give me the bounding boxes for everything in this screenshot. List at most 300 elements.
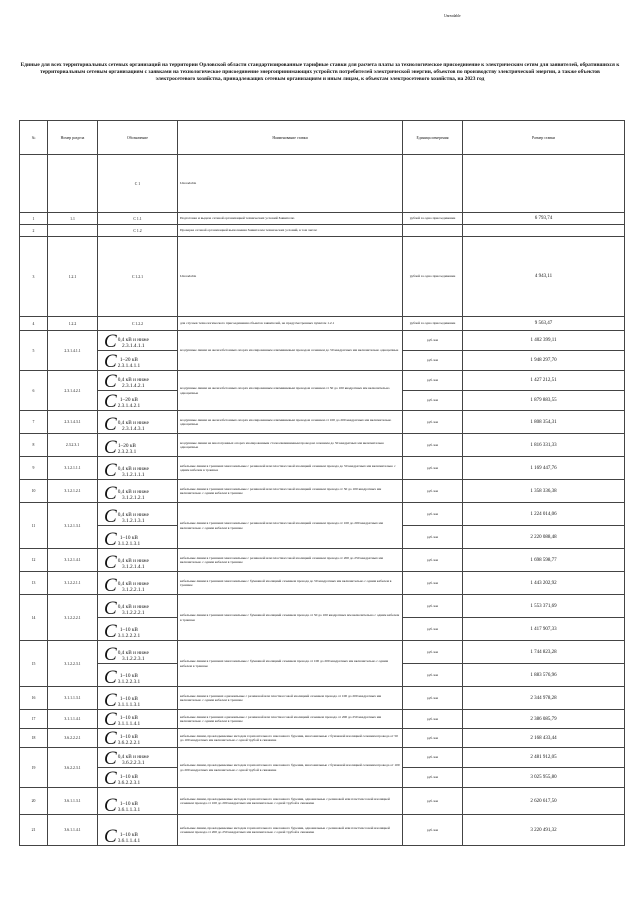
rate-code — [98, 815, 177, 845]
rate-code-voltage: 0,4 кВ и ниже — [117, 649, 149, 656]
rate-code — [98, 331, 177, 350]
rate-code-cell — [98, 729, 178, 748]
rate-value: 3 220 491,32 — [530, 827, 557, 833]
rate-value-cell — [463, 225, 625, 237]
row-number — [20, 155, 48, 213]
rate-code-index: 2.3.1.4.2.1 — [122, 382, 145, 389]
rate-code-voltage: 0,4 кВ и ниже — [117, 488, 149, 495]
rate-code-index: 3.1.2.1.3.1 — [122, 517, 145, 524]
rate-code-index: 3.6.1.1.4.1 — [117, 837, 141, 844]
rate-code-letter: C — [104, 768, 117, 788]
rate-code-voltage: 0,4 кВ и ниже — [117, 465, 149, 472]
unit-cell: рублей за одно присоединение — [403, 237, 463, 317]
rate-code-voltage: 1–10 кВ — [119, 773, 138, 780]
rate-code-voltage: 0,4 кВ и ниже — [117, 376, 149, 383]
rate-code-cell — [98, 687, 178, 710]
rate-value-cell — [463, 434, 625, 457]
rate-code-voltage: 0,4 кВ и ниже — [117, 336, 149, 343]
section-number — [48, 225, 98, 237]
rate-code-index: 3.6.2.2.2.1 — [117, 739, 141, 746]
rate-code-letter: C — [104, 506, 117, 527]
rate-code-letter: C — [104, 728, 117, 748]
rate-value: 1 443 202,92 — [530, 580, 557, 586]
unit-value: руб./км — [403, 525, 462, 548]
rate-value-cell — [463, 503, 625, 549]
rate-code-letter: C — [104, 621, 117, 641]
rate-code-letter: C — [104, 644, 117, 665]
unit-value: руб./км — [427, 419, 438, 424]
rate-name: кабельные линии в траншеях многожильные с резиновой или пластмассовой изоляцией сечением провода от 50 до 100 квадратных мм включительно с одним кабелем в траншее — [178, 480, 403, 503]
table-row — [20, 237, 625, 317]
unit-cell — [403, 225, 463, 237]
table-row — [20, 434, 625, 457]
rate-value-cell: 6 793,74 — [463, 213, 625, 225]
unit-cell — [403, 595, 463, 641]
section-number: 3.1.2.2.1.1 — [48, 572, 98, 595]
rate-value-cell — [463, 331, 625, 371]
rate-code — [98, 767, 177, 787]
rate-code-voltage: 0,4 кВ и ниже — [117, 557, 149, 564]
rate-code-index: 2.3.1.4.1.1 — [117, 362, 141, 369]
rate-code-letter: C — [104, 414, 117, 434]
unit-value: руб./км — [427, 580, 438, 585]
section-number: 2.3.2.3.1 — [48, 434, 98, 457]
rate-code-letter: C — [104, 826, 117, 846]
rate-value: 2 386 085,79 — [530, 716, 557, 722]
rate-code-voltage: 1–20 кВ — [119, 356, 138, 363]
table-row — [20, 710, 625, 729]
rate-code-letter: C — [104, 483, 117, 503]
rate-name: кабельные линии, прокладываемые методом горизонтального наклонного бурения, одножильные с резиновой или пластмассовой изоляцией сечением провода от 200 до 250 квадратных мм включительно с одной трубой в скважине — [178, 815, 403, 846]
rate-code — [98, 788, 177, 814]
table-row — [20, 687, 625, 710]
rate-name: кабельные линии в траншеях многожильные с бумажной изоляцией сечением провода от 100 до 200 квадратных мм включительно с одним кабелем в траншее — [178, 641, 403, 687]
rate-code-index: 3.1.1.1.4.1 — [117, 720, 141, 727]
table-row — [20, 411, 625, 434]
row-number: 9 — [20, 457, 48, 480]
rate-name: Проверка сетевой организацией выполнения Заявителем технических условий, в том числе: — [178, 225, 403, 237]
rate-name: кабельные линии в траншеях многожильные с резиновой или пластмассовой изоляцией сечением провода от 100 до 200 квадратных мм включительно с одним кабелем в траншее — [178, 503, 403, 549]
unit-cell — [403, 815, 463, 846]
rate-code-voltage: 1–20 кВ — [119, 396, 138, 403]
col-header-code: Обозначение — [98, 121, 178, 155]
rate-code-index: 3.1.2.1.1.1 — [122, 471, 145, 478]
rate-code-cell — [98, 549, 178, 572]
rate-code-index: 2.3.1.4.3.1 — [122, 425, 145, 432]
table-row — [20, 371, 625, 411]
rate-code-letter: C — [104, 460, 117, 480]
unit-value: руб./км — [403, 350, 462, 370]
rate-code-voltage: 0,4 кВ и ниже — [117, 753, 149, 760]
row-number: 21 — [20, 815, 48, 846]
table-row — [20, 480, 625, 503]
table-row — [20, 225, 625, 237]
unit-value: руб./км — [427, 827, 438, 832]
rate-value: 1 883 576,96 — [463, 663, 624, 686]
row-number: 6 — [20, 371, 48, 411]
rate-code-voltage: 1–10 кВ — [119, 672, 138, 679]
document-title: Единые для всех территориальных сетевых организаций на территории Орловской области стандартизированные тарифные ставки для расчета платы за технологическое присоединение к электрическим сетям для заявителей, обратившихся к территориальным сетевым организациям с заявками на технологическое присоединение энергопринимающих устройств потребителей электрической энергии, объектов по производству электрической энергии, а также объектов электросетевого хозяйства, принадлежащих сетевым организациям и иным лицам, к объектам электросетевого хозяйства, на 2023 год — [20, 62, 620, 83]
rate-name: кабельные линии в траншеях многожильные с резиновой или пластмассовой изоляцией сечением провода до 50 квадратных мм включительно с одним кабелем в траншее — [178, 457, 403, 480]
rate-code-cell — [98, 480, 178, 503]
rate-code-letter: C — [104, 351, 117, 371]
rate-name: воздушные линии на железобетонных опорах изолированным алюминиевым проводом сечением от 50 до 100 квадратных мм включительно одноцепные — [178, 371, 403, 411]
rate-code-index: 3.1.2.2.2.1 — [117, 632, 141, 639]
table-row — [20, 641, 625, 687]
unit-value: руб./км — [427, 695, 438, 700]
unit-value: руб./км — [403, 617, 462, 640]
rate-value: 2 168 433,44 — [530, 735, 557, 741]
rate-code: С 1.2 — [98, 225, 178, 237]
row-number: 7 — [20, 411, 48, 434]
unit-cell — [403, 788, 463, 815]
rate-code-letter: C — [104, 552, 117, 572]
rate-code-letter: C — [104, 437, 117, 457]
rate-value: 1 169 447,76 — [530, 465, 557, 471]
section-number — [48, 155, 98, 213]
rate-code — [98, 572, 177, 594]
rate-code-index: 3.1.2.2.2.1 — [122, 609, 145, 616]
row-number: 19 — [20, 748, 48, 788]
rate-code-cell — [98, 371, 178, 411]
unit-value: руб./км — [427, 338, 438, 343]
row-number: 17 — [20, 710, 48, 729]
unit-value: руб./км — [427, 511, 438, 516]
section-number: 2.3.1.4.1.1 — [48, 331, 98, 371]
rate-value: 1 553 371,69 — [530, 603, 557, 609]
unit-value: руб./км — [427, 465, 438, 470]
rate-code-letter: C — [104, 371, 117, 392]
row-number: 16 — [20, 687, 48, 710]
row-number: 3 — [20, 237, 48, 317]
section-number: 1.2.2 — [48, 317, 98, 331]
rate-code — [98, 641, 177, 663]
col-header-unit: Единица измерения — [403, 121, 463, 155]
table-row — [20, 331, 625, 371]
unit-cell — [403, 710, 463, 729]
rate-value: 1 224 014,06 — [530, 511, 557, 517]
table-row — [20, 155, 625, 213]
rate-code-voltage: 0,4 кВ и ниже — [117, 580, 149, 587]
table-row — [20, 595, 625, 641]
rate-code-cell — [98, 748, 178, 788]
section-number: 3.1.2.1.2.1 — [48, 480, 98, 503]
rate-code — [98, 549, 177, 571]
rate-name: для случаев технологического присоединения объектов заявителей, не предусмотренных пунктом 1.2.1 — [178, 317, 403, 331]
col-header-name: Наименование ставки — [178, 121, 403, 155]
table-row — [20, 815, 625, 846]
table-row — [20, 788, 625, 815]
rate-name: кабельные линии в траншеях многожильные с резиновой или пластмассовой изоляцией сечением провода от 200 до 250 квадратных мм включительно с одним кабелем в траншее — [178, 549, 403, 572]
section-number: 3.6.1.1.4.1 — [48, 815, 98, 846]
rate-code-index: 2.3.2.3.1 — [117, 448, 137, 455]
rate-code-voltage: 1–10 кВ — [119, 800, 138, 807]
section-number: 2.3.1.4.3.1 — [48, 411, 98, 434]
rate-code — [98, 350, 177, 370]
col-header-num: № — [20, 121, 48, 155]
unit-value: руб./км — [427, 488, 438, 493]
rate-value: 1 948 297,70 — [463, 350, 624, 370]
rate-code — [98, 617, 177, 640]
row-number: 15 — [20, 641, 48, 687]
rate-code-letter: C — [104, 690, 117, 710]
rate-code-letter: C — [104, 391, 117, 411]
rate-code-letter: C — [104, 748, 117, 769]
rate-code-cell — [98, 503, 178, 549]
rate-code-letter: C — [104, 667, 117, 687]
rate-code-voltage: 0,4 кВ и ниже — [117, 419, 149, 426]
rate-code-cell — [98, 788, 178, 815]
section-number: 1.2.1 — [48, 237, 98, 317]
unit-cell — [403, 748, 463, 788]
rate-name: Unreadable — [178, 237, 403, 317]
rate-code-index: 3.1.2.2.3.1 — [122, 655, 145, 662]
unit-value: руб./км — [403, 663, 462, 686]
rate-value-cell — [463, 572, 625, 595]
unit-cell — [403, 687, 463, 710]
unit-cell — [403, 641, 463, 687]
unit-value: руб./км — [427, 557, 438, 562]
rate-code-cell — [98, 434, 178, 457]
rate-code-index: 3.1.2.1.4.1 — [122, 563, 145, 570]
rate-value-cell — [463, 815, 625, 846]
rate-value-cell: 9 563,47 — [463, 317, 625, 331]
rate-code-index: 3.6.2.2.3.1 — [122, 759, 145, 766]
section-number: 3.1.2.1.1.1 — [48, 457, 98, 480]
rate-code-index: 3.1.2.2.3.1 — [117, 678, 141, 685]
unit-value: руб./км — [427, 378, 438, 383]
unit-value: руб./км — [427, 755, 438, 760]
rate-code-cell — [98, 411, 178, 434]
rate-name: воздушные линии на железобетонных опорах изолированным алюминиевым проводом сечением до 50 квадратных мм включительно одноцепные — [178, 331, 403, 371]
rate-value-cell — [463, 155, 625, 213]
table-row — [20, 457, 625, 480]
rate-code-letter: C — [104, 795, 117, 815]
section-number: 3.6.2.2.3.1 — [48, 748, 98, 788]
rate-code-voltage: 1–10 кВ — [119, 714, 138, 721]
table-row — [20, 549, 625, 572]
rate-value-cell — [463, 687, 625, 710]
table-row — [20, 213, 625, 225]
rate-code-index: 3.1.2.1.3.1 — [117, 540, 141, 547]
rate-name: кабельные линии, прокладываемые методом горизонтального наклонного бурения, многожильные с бумажной изоляцией сечением провода от 100 до 200 квадратных мм включительно с одной трубой в скважине — [178, 748, 403, 788]
rate-code-index: 2.3.1.4.1.1 — [122, 342, 145, 349]
unit-value: руб./км — [427, 716, 438, 721]
rate-code-index: 3.6.2.2.3.1 — [117, 779, 141, 786]
col-header-section: Номер раздела — [48, 121, 98, 155]
col-header-rate: Размер ставки — [463, 121, 625, 155]
rate-code-index: 3.6.1.1.3.1 — [117, 806, 141, 813]
rate-code: С 1 — [98, 155, 178, 213]
section-number: 3.1.2.1.4.1 — [48, 549, 98, 572]
row-number: 1 — [20, 213, 48, 225]
rate-code — [98, 525, 177, 548]
rate-code-index: 2.3.1.4.2.1 — [117, 402, 141, 409]
unit-cell — [403, 729, 463, 748]
rate-code-index: 3.1.2.2.1.1 — [122, 586, 145, 593]
rate-code-index: 3.1.1.1.3.1 — [117, 701, 141, 708]
rate-code-cell — [98, 331, 178, 371]
table-row — [20, 572, 625, 595]
unit-value: руб./км — [427, 603, 438, 608]
rate-code-voltage: 1–10 кВ — [119, 831, 138, 838]
rate-value: 2 344 978,28 — [530, 695, 557, 701]
rate-code — [98, 595, 177, 617]
rate-code-cell — [98, 641, 178, 687]
rate-value-cell — [463, 641, 625, 687]
rate-code — [98, 457, 177, 479]
rate-code — [98, 390, 177, 410]
row-number: 11 — [20, 503, 48, 549]
section-number: 1.1 — [48, 213, 98, 225]
rate-code: С 1.2.1 — [98, 237, 178, 317]
unit-cell — [403, 457, 463, 480]
rate-code-voltage: 1–10 кВ — [119, 695, 138, 702]
rate-name: Unreadable — [178, 155, 403, 213]
rate-code-voltage: 0,4 кВ и ниже — [117, 603, 149, 610]
section-number: 3.1.2.2.2.1 — [48, 595, 98, 641]
section-number: 3.1.1.1.4.1 — [48, 710, 98, 729]
unit-value: руб./км — [427, 735, 438, 740]
rate-code — [98, 411, 177, 433]
rate-value-cell — [463, 729, 625, 748]
rate-code-cell — [98, 710, 178, 729]
rate-code-voltage: 1–10 кВ — [119, 733, 138, 740]
row-number: 10 — [20, 480, 48, 503]
rate-name: кабельные линии в траншеях многожильные с бумажной изоляцией сечением провода от 50 до 100 квадратных мм включительно с одним кабелем в траншее — [178, 595, 403, 641]
rate-code — [98, 687, 177, 709]
row-number: 5 — [20, 331, 48, 371]
rate-name: Подготовка и выдача сетевой организацией технических условий Заявителю — [178, 213, 403, 225]
rate-value: 1 744 823,28 — [530, 649, 557, 655]
section-number: 3.6.1.1.3.1 — [48, 788, 98, 815]
rate-code-letter: C — [104, 331, 117, 352]
rate-value-cell — [463, 371, 625, 411]
section-number: 3.6.2.2.2.1 — [48, 729, 98, 748]
rate-code — [98, 480, 177, 502]
row-number: 4 — [20, 317, 48, 331]
rate-value-cell — [463, 595, 625, 641]
rate-code-letter: C — [104, 709, 117, 729]
rate-name: кабельные линии, прокладываемые методом горизонтального наклонного бурения, одножильные с резиновой или пластмассовой изоляцией сечением провода от 100 до 200 квадратных мм включительно с одной трубой в скважине — [178, 788, 403, 815]
rate-code — [98, 434, 177, 456]
rate-code — [98, 729, 177, 747]
unit-cell — [403, 503, 463, 549]
unit-cell: рублей за одно присоединение — [403, 317, 463, 331]
rate-code-cell — [98, 595, 178, 641]
table-row — [20, 729, 625, 748]
rate-value: 3 025 955,80 — [463, 767, 624, 787]
rate-value: 2 481 912,05 — [530, 755, 557, 760]
rate-code-cell — [98, 457, 178, 480]
row-number: 8 — [20, 434, 48, 457]
rate-value-cell — [463, 710, 625, 729]
rate-value: 1 879 883,55 — [463, 390, 624, 410]
unit-cell — [403, 480, 463, 503]
rate-code: С 1.2.2 — [98, 317, 178, 331]
unit-cell — [403, 434, 463, 457]
row-number: 13 — [20, 572, 48, 595]
unit-value: руб./км — [403, 390, 462, 410]
rate-code — [98, 663, 177, 686]
rate-value-cell — [463, 457, 625, 480]
rate-code — [98, 371, 177, 390]
unit-value: руб./км — [427, 798, 438, 803]
unit-cell — [403, 411, 463, 434]
unit-value: руб./км — [427, 442, 438, 447]
rate-name: воздушные линии на железобетонных опорах изолированным алюминиевым проводом сечением от 100 до 200 квадратных мм включительно одноцепные — [178, 411, 403, 434]
table-row — [20, 748, 625, 788]
table-row — [20, 503, 625, 549]
rate-value-cell — [463, 788, 625, 815]
row-number: 2 — [20, 225, 48, 237]
rate-value: 1 698 598,77 — [530, 557, 557, 563]
row-number: 18 — [20, 729, 48, 748]
rate-value-cell — [463, 748, 625, 788]
rate-code-letter: C — [104, 575, 117, 595]
row-number: 12 — [20, 549, 48, 572]
rate-value-cell — [463, 480, 625, 503]
appendix-header-note: Unreadable — [444, 14, 461, 18]
unit-cell — [403, 371, 463, 411]
rate-code-voltage: 1–10 кВ — [119, 626, 138, 633]
rate-value: 1 358 336,38 — [530, 488, 557, 494]
table-header-row — [20, 121, 625, 155]
unit-cell — [403, 331, 463, 371]
section-number: 2.3.1.4.2.1 — [48, 371, 98, 411]
unit-value: руб./км — [427, 649, 438, 654]
rate-code: С 1.1 — [98, 213, 178, 225]
row-number: 20 — [20, 788, 48, 815]
rate-value: 1 402 399,11 — [530, 338, 557, 343]
rate-name: кабельные линии в траншеях одножильные с резиновой или пластмассовой изоляцией сечением провода от 200 до 250 квадратных мм включительно с одним кабелем в траншее — [178, 710, 403, 729]
rate-code-cell — [98, 815, 178, 846]
rate-name: воздушные линии на многогранных опорах изолированным сталеалюминиевым проводом сечением до 50 квадратных мм включительно одноцепные — [178, 434, 403, 457]
unit-cell — [403, 155, 463, 213]
rate-value-cell: 4 943,11 — [463, 237, 625, 317]
rate-value: 1 808 354,31 — [530, 419, 557, 425]
rate-value: 2 620 617,50 — [530, 798, 557, 804]
tariff-table — [19, 120, 625, 846]
rate-code-index: 3.1.2.1.2.1 — [122, 494, 145, 501]
table-row — [20, 317, 625, 331]
rate-value: 2 220 088,48 — [463, 525, 624, 548]
rate-code-letter: C — [104, 529, 117, 549]
rate-name: кабельные линии в траншеях многожильные с бумажной изоляцией сечением провода до 50 квадратных мм включительно с одним кабелем в траншее — [178, 572, 403, 595]
section-number: 3.1.2.2.3.1 — [48, 641, 98, 687]
unit-cell: рублей за одно присоединение — [403, 213, 463, 225]
rate-code-voltage: 0,4 кВ и ниже — [117, 511, 149, 518]
rate-code-voltage: 1–20 кВ — [117, 442, 136, 449]
rate-value: 1 816 331,33 — [530, 442, 557, 448]
unit-cell — [403, 549, 463, 572]
rate-value-cell — [463, 549, 625, 572]
rate-name: кабельные линии в траншеях одножильные с резиновой или пластмассовой изоляцией сечением провода от 100 до 200 квадратных мм включительно с одним кабелем в траншее — [178, 687, 403, 710]
section-number: 3.1.2.1.3.1 — [48, 503, 98, 549]
rate-code — [98, 710, 177, 728]
rate-value: 1 417 907,33 — [463, 617, 624, 640]
unit-cell — [403, 572, 463, 595]
rate-code-cell — [98, 572, 178, 595]
rate-code — [98, 748, 177, 767]
unit-value: руб./км — [403, 767, 462, 787]
rate-code-voltage: 1–10 кВ — [119, 534, 138, 541]
row-number: 14 — [20, 595, 48, 641]
rate-value-cell — [463, 411, 625, 434]
rate-code — [98, 503, 177, 525]
section-number: 3.1.1.1.3.1 — [48, 687, 98, 710]
rate-name: кабельные линии, прокладываемые методом горизонтального наклонного бурения, многожильные с бумажной изоляцией сечением провода от 50 до 100 квадратных мм включительно с одной трубой в скважине — [178, 729, 403, 748]
